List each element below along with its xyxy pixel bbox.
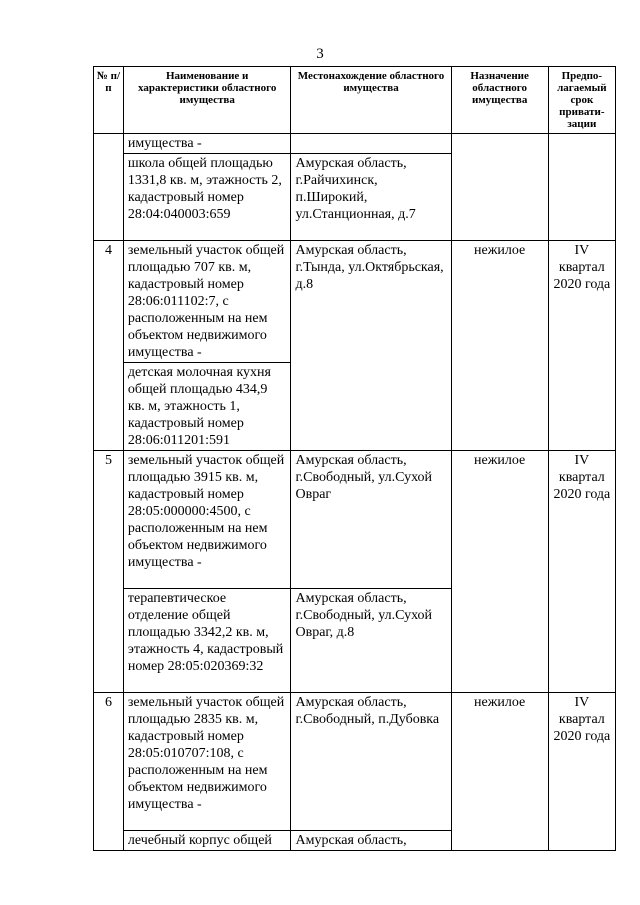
table-row — [94, 693, 616, 831]
row-3-num — [94, 134, 124, 241]
header-num: № п/п — [94, 67, 124, 134]
row-6-term: IV квартал 2020 года — [548, 693, 615, 851]
row-4-location: Амурская область, г.Тында, ул.Октябрьская, д.8 — [291, 241, 451, 451]
row-4-term: IV квартал 2020 года — [548, 241, 615, 451]
table-body — [94, 134, 616, 851]
row-6-location-a: Амурская область, г.Свободный, п.Дубовка — [291, 693, 451, 831]
header-purpose: Назначение областного имущества — [451, 67, 548, 134]
row-5-name-b: терапевтическое отделение общей площадью 3342,2 кв. м, этажность 4, кадастровый номер 28:05:020369:32 — [123, 589, 291, 693]
row-4-purpose: нежилое — [451, 241, 548, 451]
row-6-purpose: нежилое — [451, 693, 548, 851]
row-6-num: 6 — [94, 693, 124, 851]
row-3-name-b: школа общей площадью 1331,8 кв. м, этажность 2, кадастровый номер 28:04:040003:659 — [123, 154, 291, 241]
row-4-name-a: земельный участок общей площадью 707 кв. м, кадастровый номер 28:06:011102:7, с расположенным на нем объектом недвижимого имущества - — [123, 241, 291, 363]
header-name: Наименование и характеристики областного имущества — [123, 67, 291, 134]
row-3-location-b: Амурская область, г.Райчихинск, п.Широкий, ул.Станционная, д.7 — [291, 154, 451, 241]
row-6-name-b: лечебный корпус общей — [123, 831, 291, 851]
row-4-num: 4 — [94, 241, 124, 451]
row-6-location-b: Амурская область, — [291, 831, 451, 851]
row-3-location-a — [291, 134, 451, 154]
row-4-name-b: детская молочная кухня общей площадью 434,9 кв. м, этажность 1, кадастровый номер 28:06:011201:591 — [123, 363, 291, 451]
row-5-location-a: Амурская область, г.Свободный, ул.Сухой Овраг — [291, 451, 451, 589]
table-row — [94, 451, 616, 589]
row-3-term — [548, 134, 615, 241]
row-6-name-a: земельный участок общей площадью 2835 кв. м, кадастровый номер 28:05:010707:108, с расположенным на нем объектом недвижимого имущества - — [123, 693, 291, 831]
row-3-purpose — [451, 134, 548, 241]
row-3-name-a: имущества - — [123, 134, 291, 154]
privatization-table — [93, 66, 616, 851]
row-5-term: IV квартал 2020 года — [548, 451, 615, 693]
table-row — [94, 241, 616, 363]
row-5-name-a: земельный участок общей площадью 3915 кв. м, кадастровый номер 28:05:000000:4500, с расположенным на нем объектом недвижимого имущества - — [123, 451, 291, 589]
table-header — [94, 67, 616, 134]
header-row — [94, 67, 616, 134]
header-term: Предпо-лагаемый срок привати-зации — [548, 67, 615, 134]
row-5-location-b: Амурская область, г.Свободный, ул.Сухой Овраг, д.8 — [291, 589, 451, 693]
table-row — [94, 134, 616, 154]
header-location: Местонахождение областного имущества — [291, 67, 451, 134]
row-5-num: 5 — [94, 451, 124, 693]
row-5-purpose: нежилое — [451, 451, 548, 693]
page-number: 3 — [316, 46, 324, 62]
